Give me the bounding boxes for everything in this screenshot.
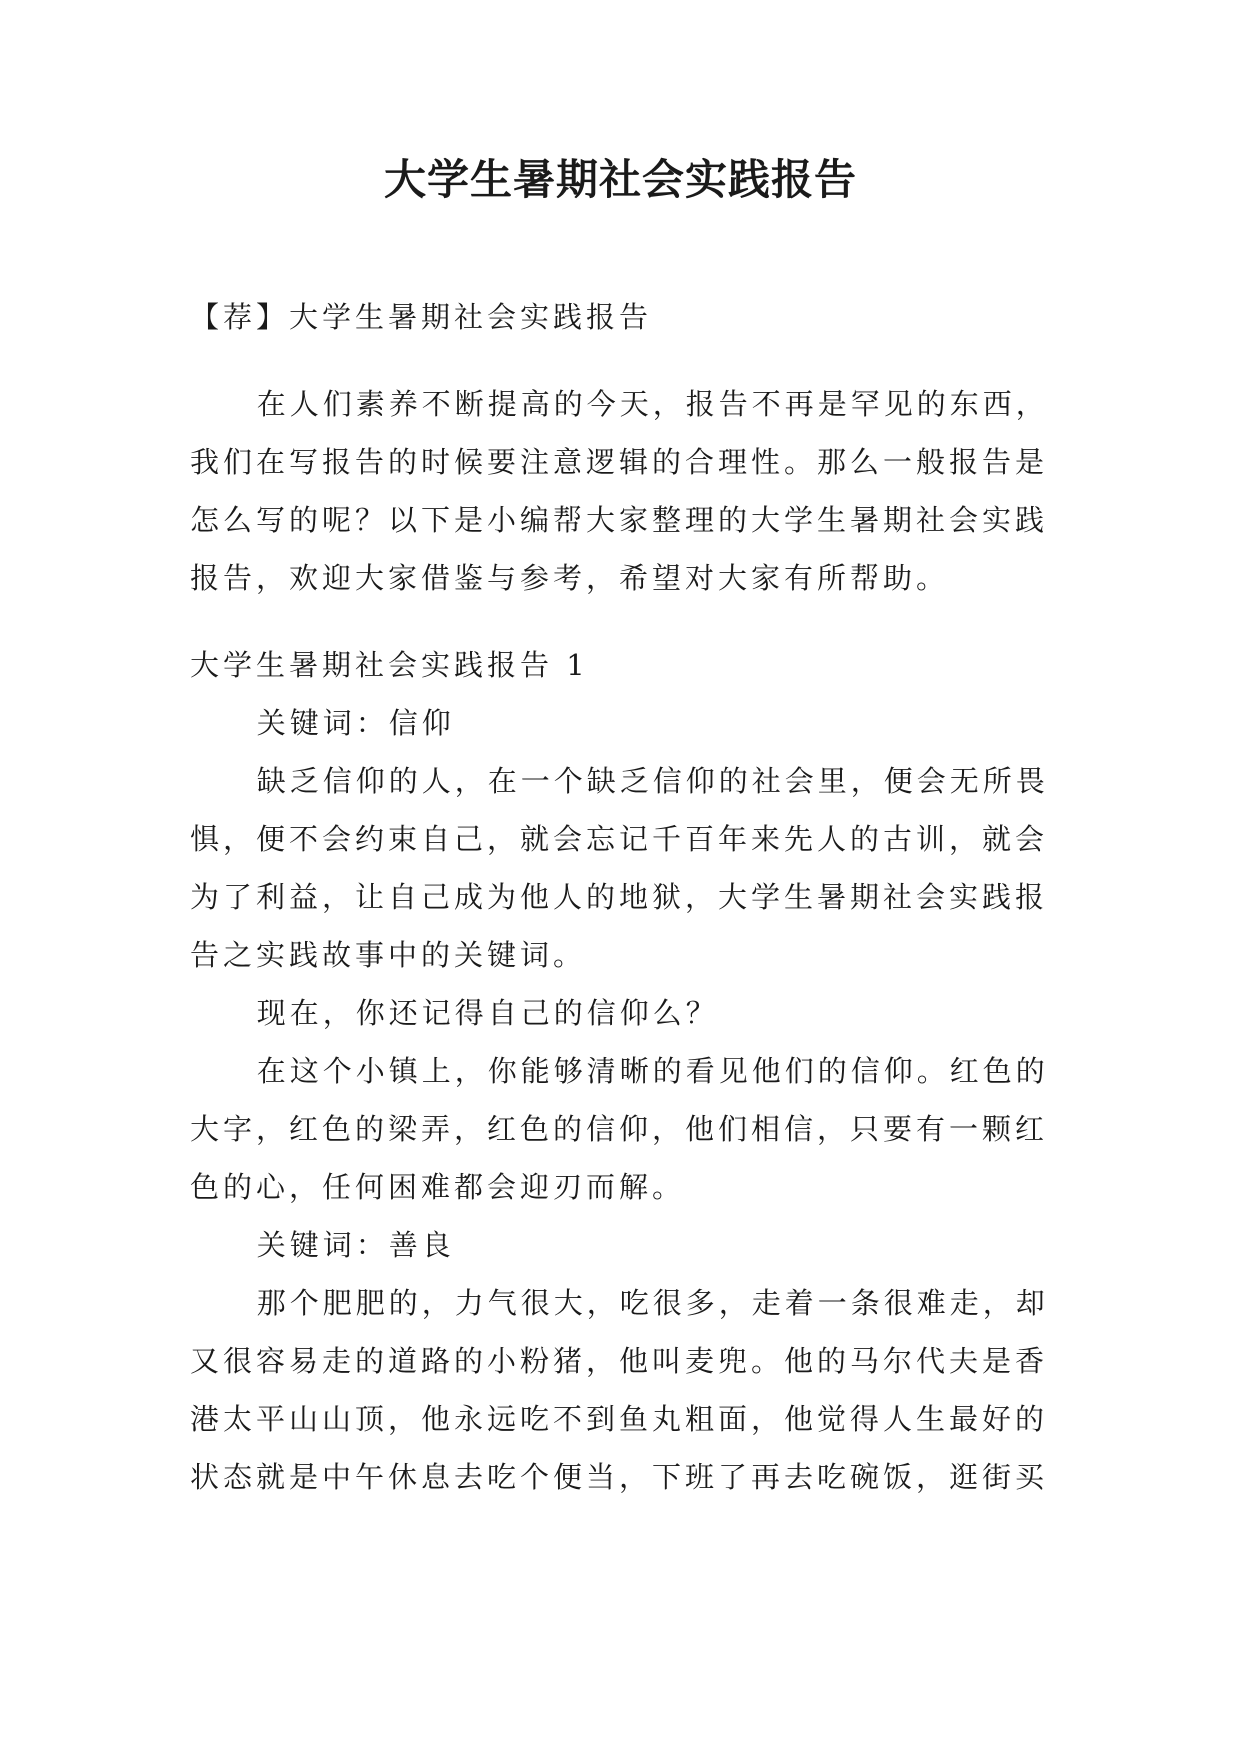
body-paragraph: 在这个小镇上，你能够清晰的看见他们的信仰。红色的大字，红色的梁弄，红色的信仰，他们相信，只要有一颗红色的心，任何困难都会迎刃而解。 xyxy=(190,1054,1049,1204)
keyword-line: 关键词：信仰 xyxy=(256,706,455,740)
section-heading: 大学生暑期社会实践报告 1 xyxy=(190,648,589,682)
body-paragraph: 那个肥肥的，力气很大，吃很多，走着一条很难走，却又很容易走的道路的小粉猪，他叫麦兜。他的马尔代夫是香港太平山山顶，他永远吃不到鱼丸粗面，他觉得人生最好的状态就是中午休息去吃个便当，下班了再去吃碗饭，逛街买 xyxy=(190,1286,1049,1494)
body-paragraph: 现在，你还记得自己的信仰么？ xyxy=(256,996,719,1030)
document-body xyxy=(190,288,1070,1506)
body-paragraph: 缺乏信仰的人，在一个缺乏信仰的社会里，便会无所畏惧，便不会约束自己，就会忘记千百年来先人的古训，就会为了利益，让自己成为他人的地狱，大学生暑期社会实践报告之实践故事中的关键词。 xyxy=(190,764,1049,972)
document-subtitle: 【荐】大学生暑期社会实践报告 xyxy=(190,300,653,334)
keyword-line: 关键词：善良 xyxy=(256,1228,455,1262)
intro-paragraph: 在人们素养不断提高的今天，报告不再是罕见的东西，我们在写报告的时候要注意逻辑的合理性。那么一般报告是怎么写的呢？以下是小编帮大家整理的大学生暑期社会实践报告，欢迎大家借鉴与参考，希望对大家有所帮助。 xyxy=(190,387,1049,595)
document-title: 大学生暑期社会实践报告 xyxy=(383,155,857,204)
